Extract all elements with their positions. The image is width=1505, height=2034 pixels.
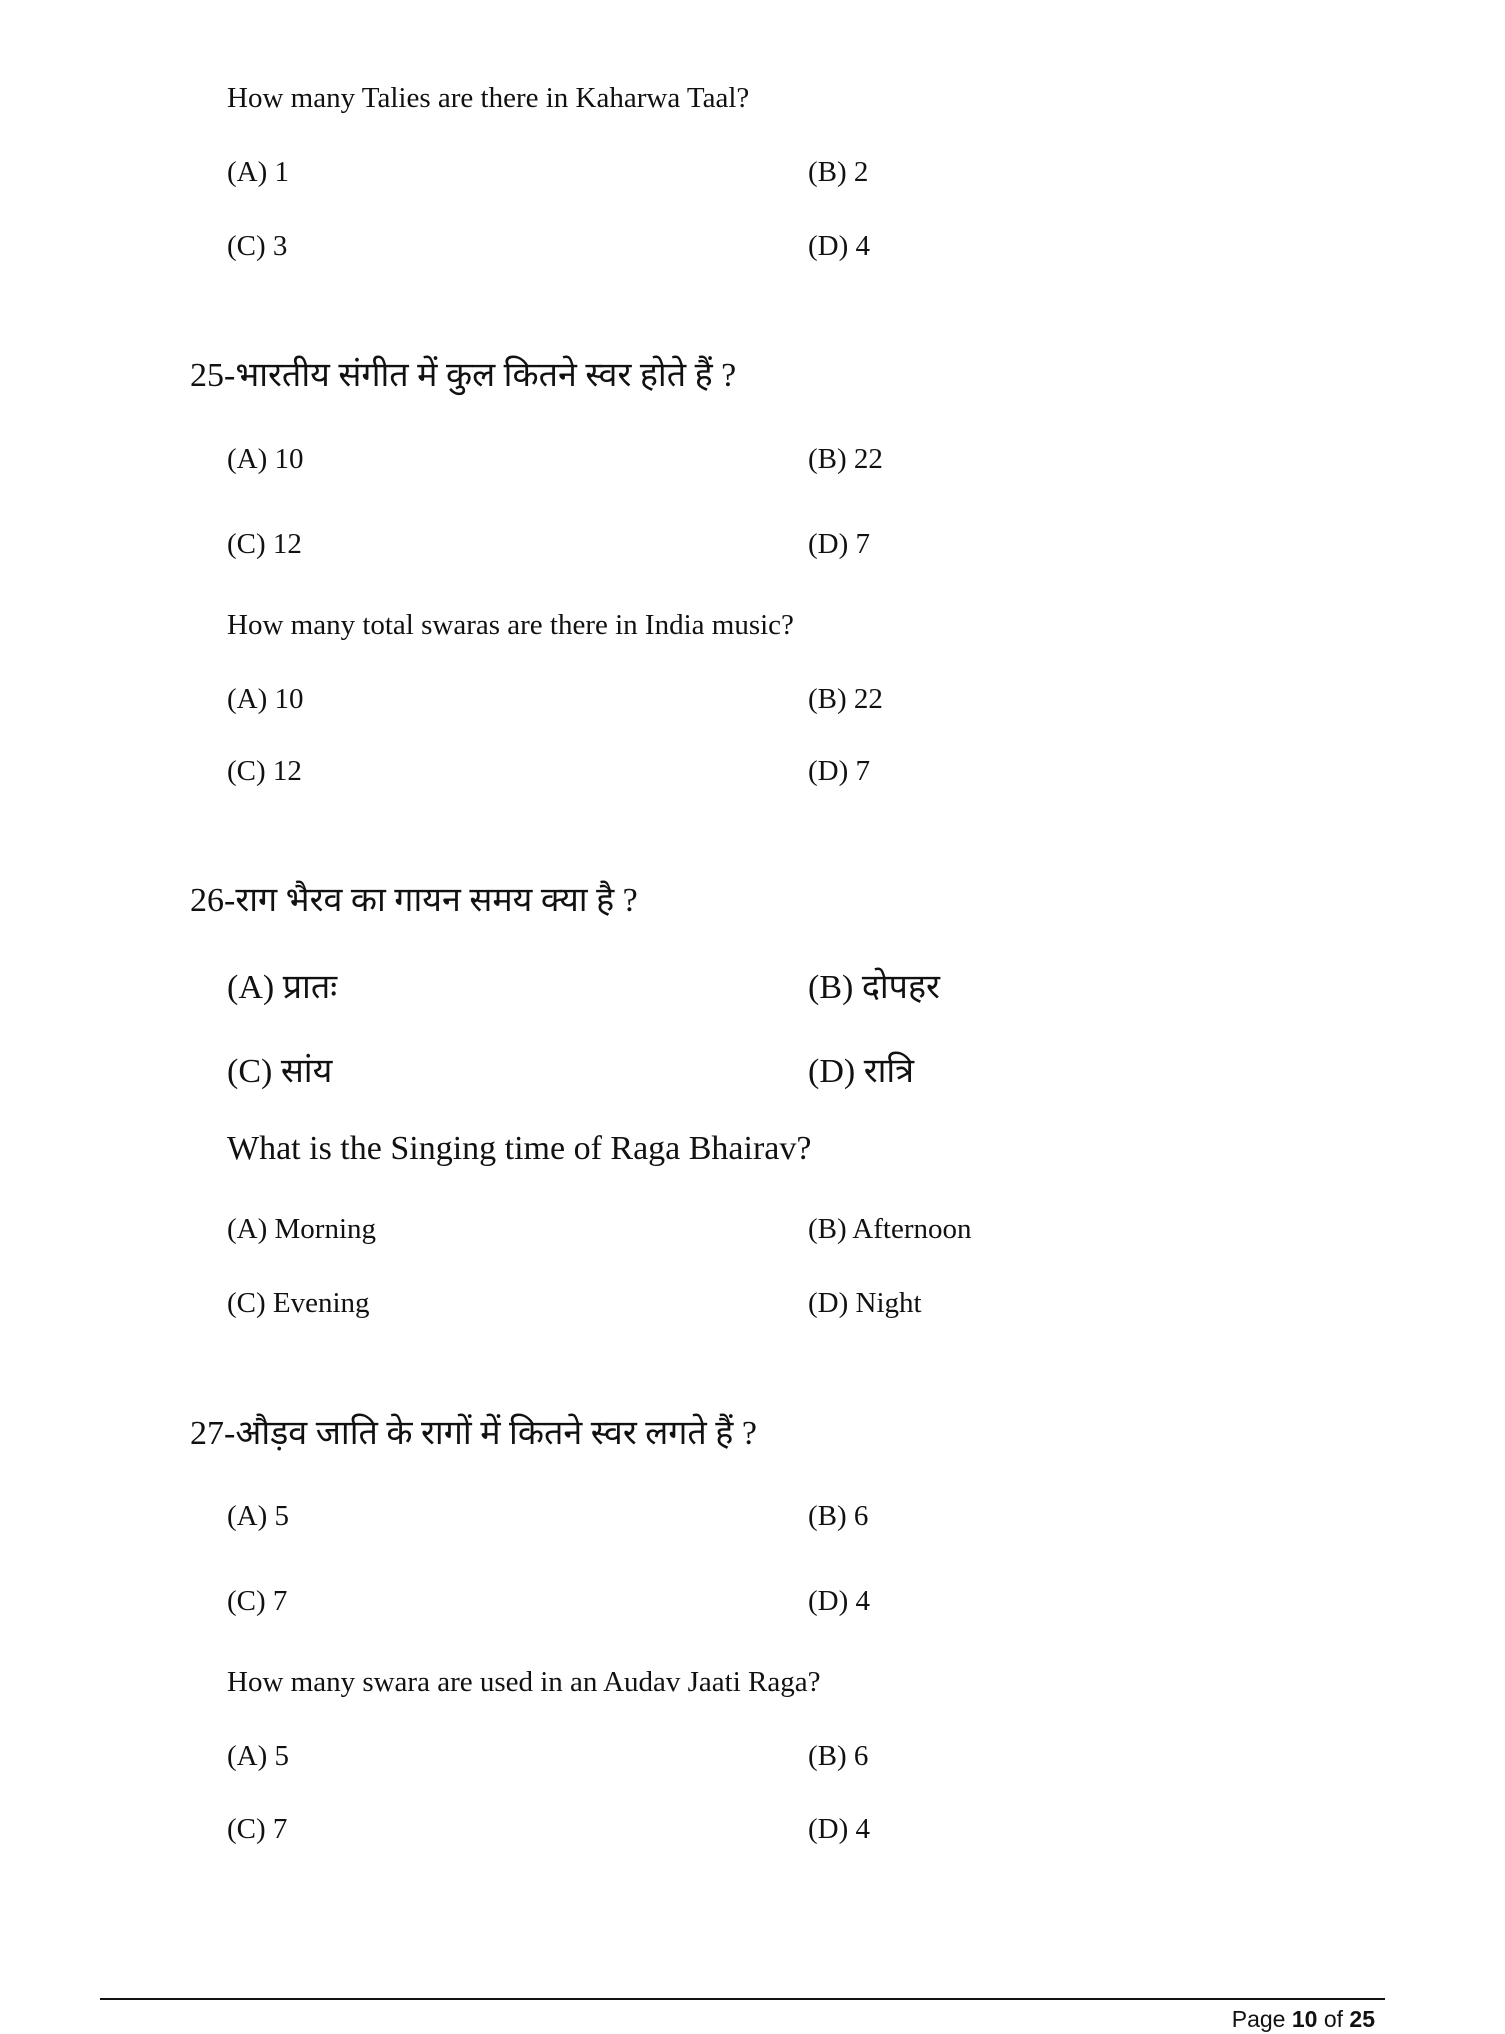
question-text: 25-भारतीय संगीत में कुल कितने स्वर होते हैं ? [190, 357, 737, 394]
option-d: (D) 4 [808, 1813, 871, 1845]
footer-divider [100, 1998, 1385, 2000]
option-b: (B) 22 [808, 683, 883, 715]
option-d: (D) Night [808, 1287, 922, 1319]
option-b: (B) 2 [808, 156, 869, 188]
option-a: (A) 5 [227, 1500, 290, 1532]
option-c: (C) Evening [227, 1287, 370, 1319]
option-a: (A) 10 [227, 443, 304, 475]
option-a: (A) Morning [227, 1213, 377, 1245]
question-text: How many Talies are there in Kaharwa Taal? [227, 82, 750, 114]
option-d: (D) 7 [808, 755, 871, 787]
option-a: (A) प्रातः [227, 969, 338, 1006]
option-b: (B) Afternoon [808, 1213, 972, 1245]
option-c: (C) सांय [227, 1053, 333, 1090]
page-current: 10 [1291, 2006, 1318, 2032]
question-text: How many swara are used in an Audav Jaati Raga? [227, 1666, 821, 1698]
page-of: of [1317, 2006, 1350, 2032]
question-text: 27-औड़व जाति के रागों में कितने स्वर लगते हैं ? [190, 1415, 757, 1452]
option-a: (A) 5 [227, 1740, 290, 1772]
option-c: (C) 7 [227, 1813, 288, 1845]
option-b: (B) 6 [808, 1740, 869, 1772]
option-c: (C) 7 [227, 1585, 288, 1617]
option-c: (C) 12 [227, 528, 302, 560]
option-a: (A) 1 [227, 156, 290, 188]
option-d: (D) 4 [808, 1585, 871, 1617]
option-d: (D) 7 [808, 528, 871, 560]
option-b: (B) 6 [808, 1500, 869, 1532]
option-c: (C) 12 [227, 755, 302, 787]
question-text: 26-राग भैरव का गायन समय क्या है ? [190, 882, 638, 919]
option-c: (C) 3 [227, 230, 288, 262]
page-prefix: Page [1231, 2006, 1292, 2032]
option-a: (A) 10 [227, 683, 304, 715]
page-total: 25 [1349, 2006, 1375, 2032]
question-text: How many total swaras are there in India music? [227, 609, 794, 641]
option-b: (B) 22 [808, 443, 883, 475]
question-text: What is the Singing time of Raga Bhairav? [227, 1130, 812, 1167]
option-d: (D) 4 [808, 230, 871, 262]
option-b: (B) दोपहर [808, 969, 940, 1006]
page-number [1232, 2006, 1375, 2033]
option-d: (D) रात्रि [808, 1053, 914, 1090]
